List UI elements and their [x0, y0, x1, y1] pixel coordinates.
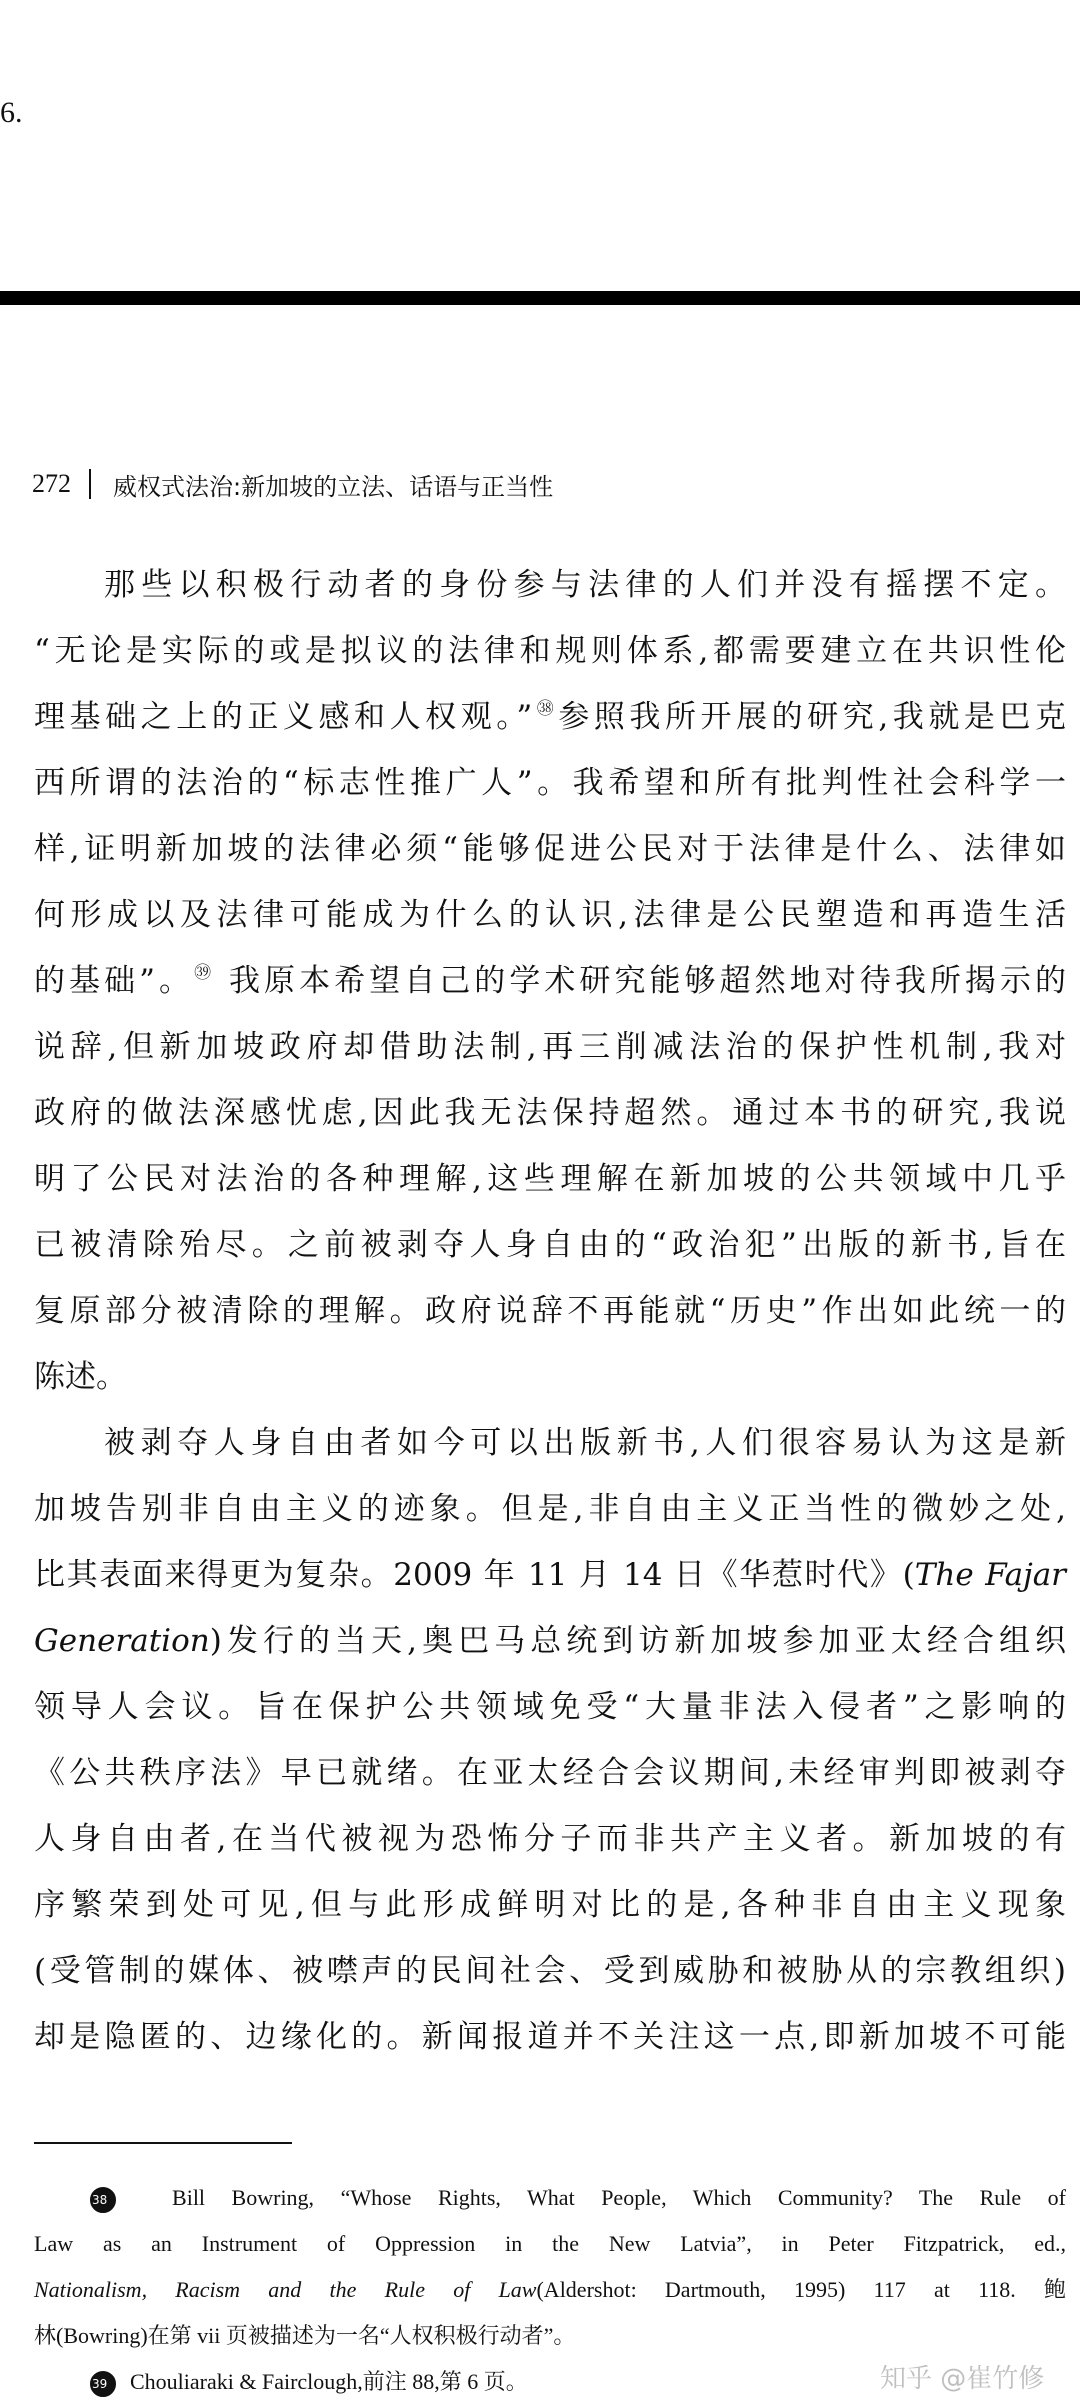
text-segment: 理基础之上的正义感和人权观。” — [34, 699, 533, 735]
text-segment: 的基础”。 — [34, 963, 195, 999]
text-line — [34, 1542, 1066, 1608]
footnote-line — [34, 2221, 1066, 2267]
text-line: “无论是实际的或是拟议的法律和规则体系,都需要建立在共识性伦 — [34, 633, 1066, 669]
text-segment: )发行的当天,奥巴马总统到访新加坡参加亚太经合组织 — [209, 1623, 1066, 1659]
text-line: 说辞,但新加坡政府却借助法制,再三削减法治的保护性机制,我对 — [34, 1029, 1066, 1065]
italic-title: The Fajar — [914, 1557, 1066, 1593]
text-line: 陈述。 — [34, 1359, 127, 1395]
paragraph-1 — [34, 552, 1066, 1410]
footnote-line — [34, 2267, 1066, 2313]
footnote-marker-38: 38 — [90, 2187, 116, 2213]
text-line: 人身自由者,在当代被视为恐怖分子而非共产主义者。新加坡的有 — [34, 1821, 1066, 1857]
footnote-38 — [34, 2175, 1066, 2359]
paragraph-2 — [34, 1410, 1066, 2070]
text-line: 《公共秩序法》早已就绪。在亚太经合会议期间,未经审判即被剥夺 — [34, 1755, 1066, 1791]
footnote-text: Chouliaraki & Fairclough,前注 88,第 6 页。 — [130, 2369, 528, 2394]
footnote-text: (Aldershot: Dartmouth, 1995) 117 at 118. 鲍 — [536, 2277, 1066, 2302]
text-line: 复原部分被清除的理解。政府说辞不再能就“历史”作出如此统一的 — [34, 1293, 1066, 1329]
text-segment: 比其表面来得更为复杂。2009 年 11 月 14 日《华惹时代》( — [34, 1557, 915, 1593]
text-line: (受管制的媒体、被噤声的民间社会、受到威胁和被胁从的宗教组织) — [34, 1953, 1066, 1989]
page-number: 272 — [32, 469, 71, 498]
text-line — [34, 948, 1066, 1014]
text-line: 加坡告别非自由主义的迹象。但是,非自由主义正当性的微妙之处, — [34, 1491, 1066, 1527]
italic-title: Generation — [34, 1623, 210, 1659]
page-divider — [0, 291, 1080, 305]
footnote-text: Law as an Instrument of Oppression in the New Latvia”, in Peter Fitzpatrick, ed., — [34, 2231, 1066, 2256]
text-line — [34, 1608, 1066, 1674]
footnote-line — [34, 2313, 1066, 2359]
running-header — [32, 464, 553, 504]
text-line: 已被清除殆尽。之前被剥夺人身自由的“政治犯”出版的新书,旨在 — [34, 1227, 1066, 1263]
book-title: 威权式法治:新加坡的立法、话语与正当性 — [113, 472, 554, 501]
text-line — [34, 684, 1066, 750]
footnote-separator — [34, 2142, 292, 2144]
footnote-marker-39: 39 — [90, 2371, 116, 2397]
italic-title: Nationalism, Racism and the Rule of Law — [34, 2277, 537, 2302]
text-line: 明了公民对法治的各种理解,这些理解在新加坡的公共领域中几乎 — [34, 1161, 1066, 1197]
text-line: 样,证明新加坡的法律必须“能够促进公民对于法律是什么、法律如 — [34, 831, 1066, 867]
text-line: 西所谓的法治的“标志性推广人”。我希望和所有批判性社会科学一 — [34, 765, 1066, 801]
footnote-ref-38: ㊳ — [532, 699, 559, 719]
header-separator — [89, 469, 91, 499]
text-segment: 参照我所开展的研究,我就是巴克 — [558, 699, 1066, 735]
text-line: 领导人会议。旨在保护公共领域免受“大量非法入侵者”之影响的 — [34, 1689, 1066, 1725]
text-line: 被剥夺人身自由者如今可以出版新书,人们很容易认为这是新 — [104, 1425, 1066, 1461]
text-segment: 我原本希望自己的学术研究能够超然地对待我所揭示的 — [215, 963, 1066, 999]
text-line: 却是隐匿的、边缘化的。新闻报道并不关注这一点,即新加坡不可能 — [34, 2019, 1066, 2055]
zhihu-watermark: 知乎 @崔竹修 — [880, 2364, 1045, 2394]
footnote-text: Bill Bowring, “Whose Rights, What People, Which Community? The Rule of — [172, 2185, 1066, 2210]
text-line: 那些以积极行动者的身份参与法律的人们并没有摇摆不定。 — [104, 567, 1066, 603]
footnote-ref-39: ㊴ — [194, 963, 216, 983]
text-line: 序繁荣到处可见,但与此形成鲜明对比的是,各种非自由主义现象 — [34, 1887, 1066, 1923]
text-line: 何形成以及法律可能成为什么的认识,法律是公民塑造和再造生活 — [34, 897, 1066, 933]
footnote-text: 林(Bowring)在第 vii 页被描述为一名“人权积极行动者”。 — [34, 2323, 576, 2348]
previous-page-fragment: 6. — [0, 96, 23, 129]
text-line: 政府的做法深感忧虑,因此我无法保持超然。通过本书的研究,我说 — [34, 1095, 1066, 1131]
body-text — [34, 552, 1066, 2070]
footnote-line — [34, 2175, 1066, 2221]
